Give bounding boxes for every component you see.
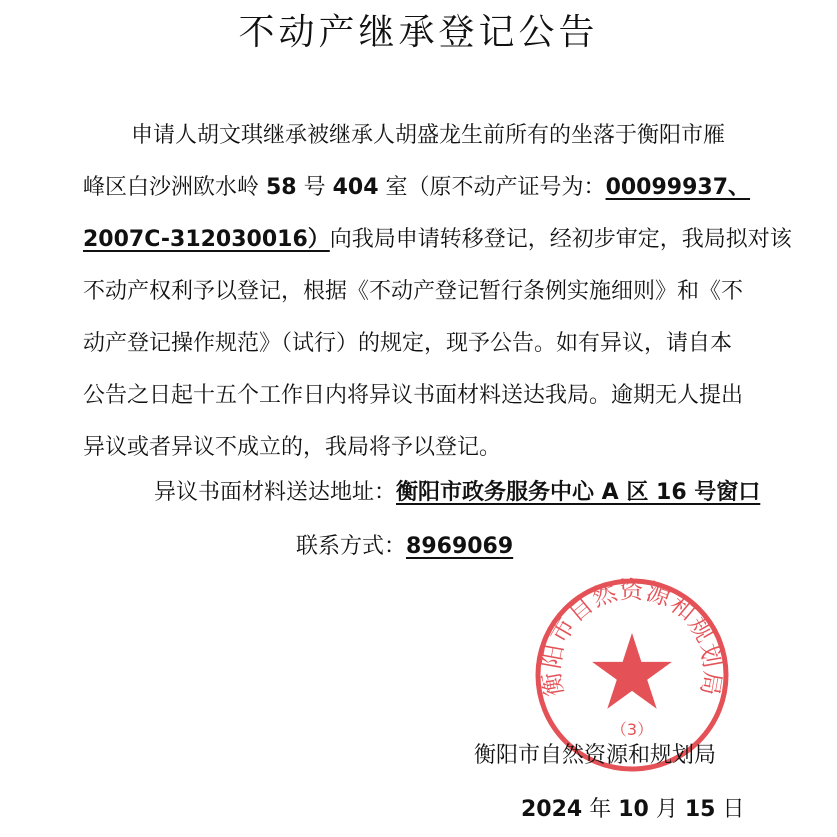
address-label: 异议书面材料送达地址： — [154, 480, 397, 505]
issuer-name: 衡阳市自然资源和规划局 — [474, 743, 717, 768]
body-text: 公告之日起十五个工作日内将异议书面材料送达我局。逾期无人提出 — [83, 383, 744, 408]
contact-label: 联系方式： — [296, 534, 407, 559]
body-text: 不动产权利予以登记，根据《不动产登记暂行条例实施细则》和《不 — [83, 279, 744, 304]
body-text: 动产登记操作规范》（试行）的规定，现予公告。如有异议，请自本 — [83, 331, 733, 356]
date-month-char: 月 — [648, 797, 685, 822]
date-year-char: 年 — [582, 797, 619, 822]
room-number: 404 — [332, 175, 379, 200]
date-day: 15 — [684, 797, 716, 822]
body-text: 异议或者异议不成立的，我局将予以登记。 — [83, 435, 502, 460]
seal-text: 衡阳市自然资源和规划局 — [537, 576, 727, 699]
body-text: 号 — [296, 175, 333, 200]
date-day-char: 日 — [715, 797, 745, 822]
issue-date — [521, 792, 744, 823]
notice-body — [83, 110, 792, 474]
contact-info — [296, 529, 513, 560]
house-number: 58 — [266, 175, 297, 200]
certificate-number-2: 2007C-312030016） — [83, 227, 330, 252]
notice-title: 不动产继承登记公告 — [238, 12, 599, 53]
body-text: 峰区白沙洲欧水岭 — [83, 175, 266, 200]
body-line-2 — [83, 162, 783, 214]
body-line-6 — [83, 370, 783, 422]
body-text: 向我局申请转移登记，经初步审定，我局拟对该 — [329, 227, 792, 252]
date-year: 2024 — [521, 797, 583, 822]
body-line-1 — [83, 110, 783, 162]
certificate-number-1: 00099937、 — [605, 175, 751, 200]
body-line-7 — [83, 422, 783, 474]
seal-sub-text: （3） — [610, 720, 654, 739]
body-line-3 — [83, 214, 792, 266]
date-month: 10 — [618, 797, 649, 822]
contact-value: 8969069 — [406, 534, 514, 559]
address-value: 衡阳市政务服务中心 A 区 16 号窗口 — [396, 480, 761, 505]
body-line-4 — [83, 266, 783, 318]
body-text: 申请人胡文琪继承被继承人胡盛龙生前所有的坐落于衡阳市雁 — [131, 123, 726, 148]
body-text: 室（原不动产证号为： — [378, 175, 606, 200]
star-icon — [592, 633, 672, 709]
objection-address — [154, 475, 760, 506]
body-line-5 — [83, 318, 783, 370]
